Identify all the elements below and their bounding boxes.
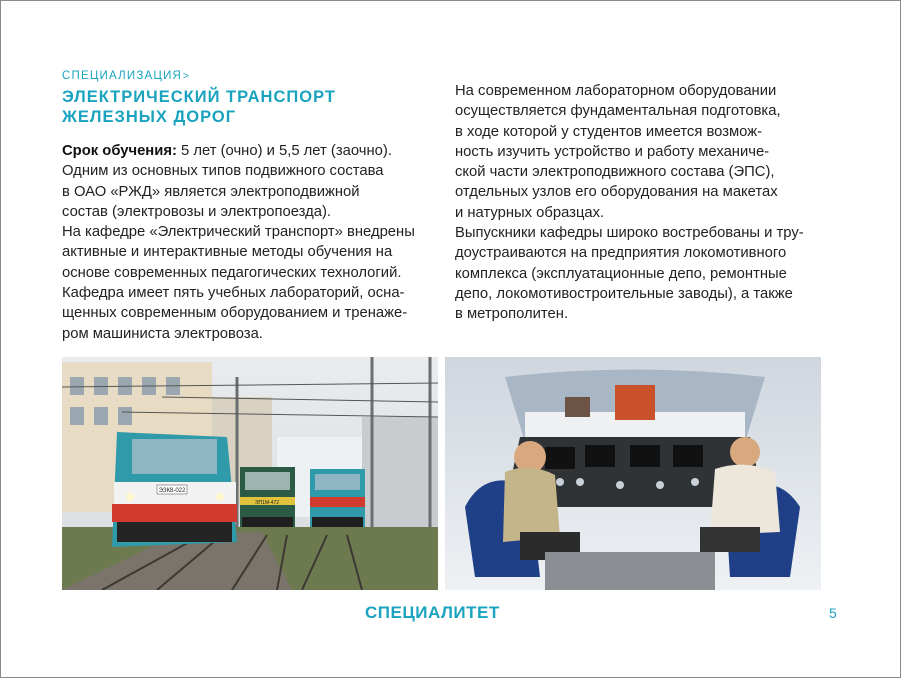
text-line: активные и интерактивные методы обучения на <box>62 244 393 261</box>
kicker-text: СПЕЦИАЛИЗАЦИЯ <box>62 70 183 82</box>
text-line: На современном лабораторном оборудовании <box>455 83 777 99</box>
page-title <box>62 87 392 127</box>
text-line: в ходе которой у студентов имеется возмож- <box>455 123 763 140</box>
text-line: депо, локомотивостроительные заводы), а также <box>455 285 793 302</box>
text-line: состав (электровозы и электропоезда). <box>62 203 332 220</box>
locomotives-illustration <box>62 357 438 590</box>
text-line: и натурных образцах. <box>455 204 605 221</box>
left-text-column <box>62 141 442 344</box>
text-line: Одним из основных типов подвижного состава <box>62 163 384 180</box>
locomotives-photo <box>62 357 438 590</box>
text-line: комплекса (эксплуатационные депо, ремонтные <box>455 265 787 282</box>
text-line: ность изучить устройство и работу механиче- <box>455 143 770 160</box>
cab-simulator-illustration <box>445 357 821 590</box>
text-line: ской части электроподвижного состава (ЭПС), <box>455 164 775 181</box>
title-line-1: ЭЛЕКТРИЧЕСКИЙ ТРАНСПОРТ <box>62 88 336 106</box>
text-line: щенных современным оборудованием и тренаже- <box>62 305 408 322</box>
text-line: в метрополитен. <box>455 306 569 323</box>
text-line: На кафедре «Электрический транспорт» внедрены <box>62 224 415 241</box>
study-term-label: Срок обучения: <box>62 143 177 159</box>
text-line: Кафедра имеет пять учебных лабораторий, осна- <box>62 285 405 302</box>
kicker-arrow-icon: > <box>183 71 191 82</box>
left-plate: ЭЗК8-022 <box>158 488 186 494</box>
right-text-column <box>455 81 830 325</box>
page-number: 5 <box>829 605 837 621</box>
text-line: ром машиниста электровоза. <box>62 325 263 342</box>
text-line: основе современных педагогических технологий. <box>62 264 402 281</box>
text-line: Выпускники кафедры широко востребованы и тру- <box>455 225 804 242</box>
text-line: осуществляется фундаментальная подготовка, <box>455 103 781 120</box>
text-line: отдельных узлов его оборудования на макетах <box>455 184 778 201</box>
text-line <box>62 141 442 161</box>
study-term-value: 5 лет (очно) и 5,5 лет (заочно). <box>176 143 392 159</box>
text-line: доустраиваются на предприятия локомотивного <box>455 245 787 262</box>
title-line-2: ЖЕЛЕЗНЫХ ДОРОГ <box>62 108 237 126</box>
degree-label: СПЕЦИАЛИТЕТ <box>365 603 500 622</box>
section-kicker <box>62 70 190 82</box>
middle-plate: ЭП1М-472 <box>254 500 280 506</box>
text-line: в ОАО «РЖД» является электроподвижной <box>62 183 360 200</box>
cab-simulator-photo <box>445 357 821 590</box>
